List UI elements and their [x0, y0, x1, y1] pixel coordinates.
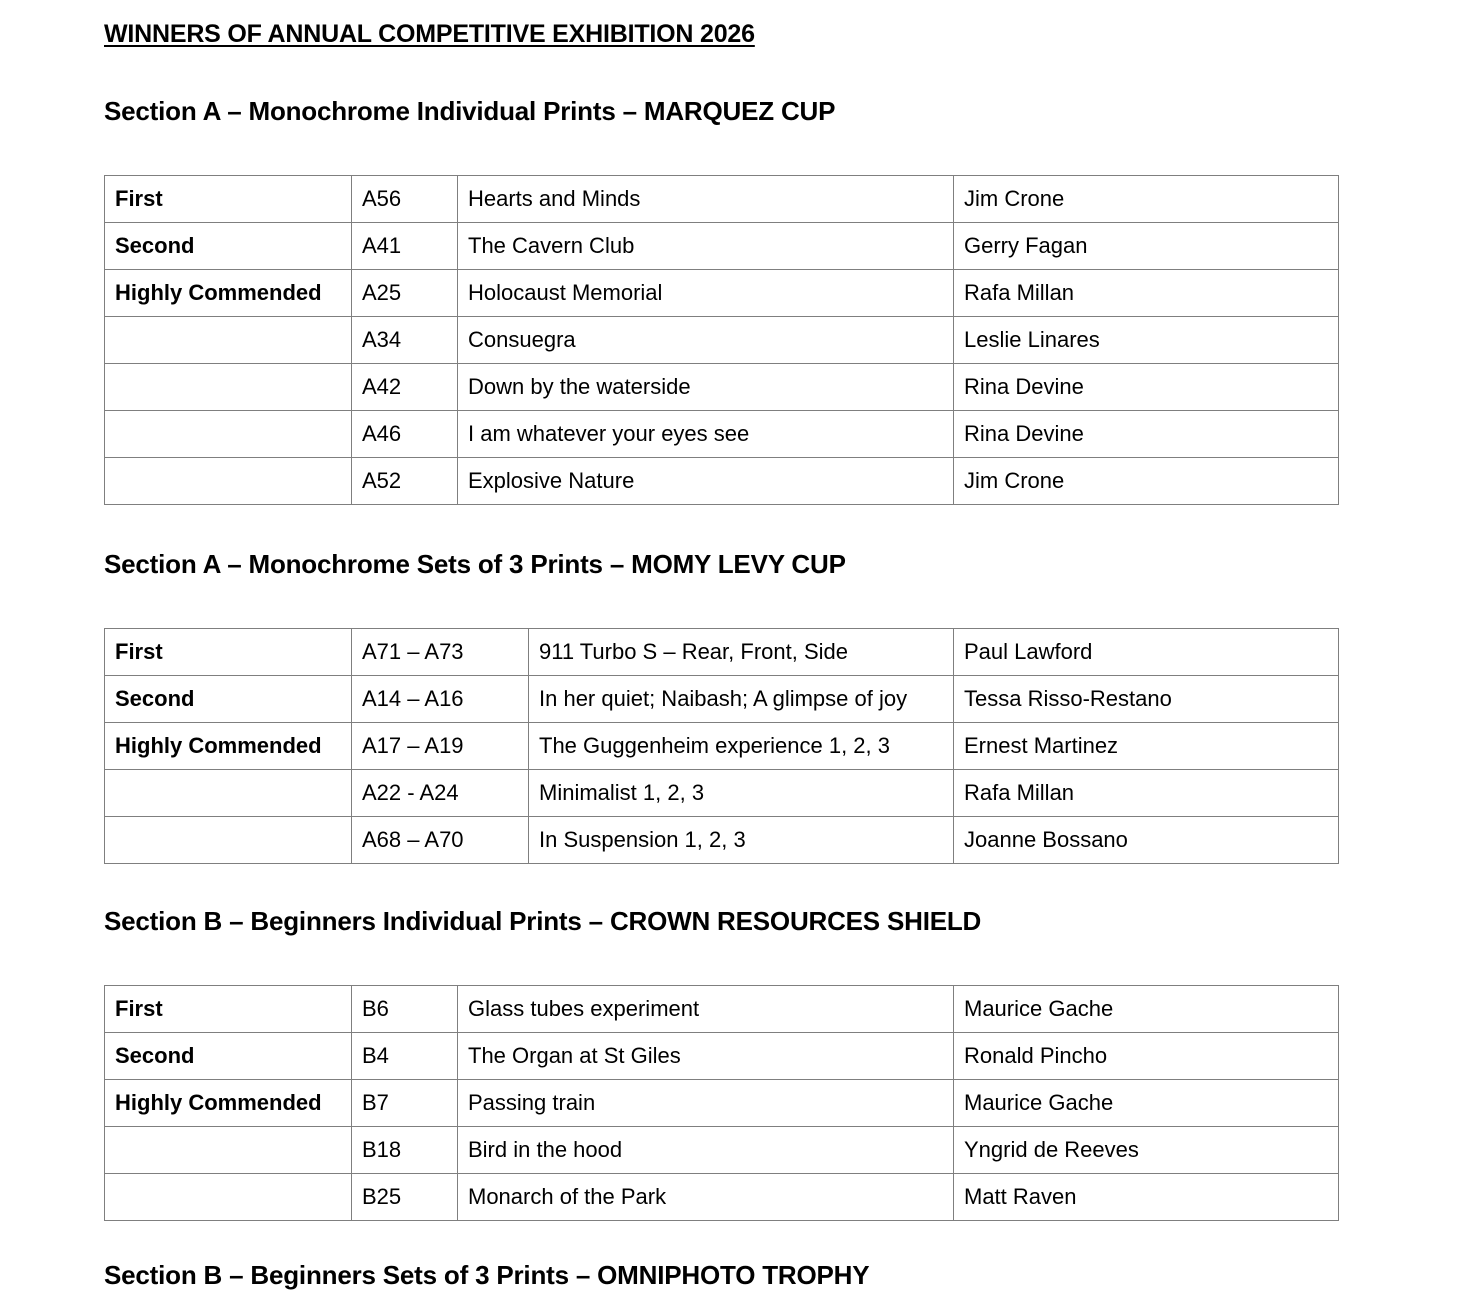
award-cell: Highly Commended — [105, 1080, 352, 1127]
author-cell: Rafa Millan — [954, 770, 1339, 817]
table-row — [105, 364, 1339, 411]
author-cell: Joanne Bossano — [954, 817, 1339, 864]
entry-title-cell: Monarch of the Park — [458, 1174, 954, 1221]
entry-title-cell: 911 Turbo S – Rear, Front, Side — [529, 629, 954, 676]
results-table — [104, 628, 1339, 864]
entry-number-cell: B18 — [352, 1127, 458, 1174]
table-row — [105, 1127, 1339, 1174]
entry-number-cell: A41 — [352, 223, 458, 270]
award-cell: Second — [105, 676, 352, 723]
entry-number-cell: A52 — [352, 458, 458, 505]
section-heading: Section B – Beginners Sets of 3 Prints – OMNIPHOTO TROPHY — [104, 1260, 870, 1290]
award-cell — [105, 317, 352, 364]
results-table — [104, 175, 1339, 505]
entry-number-cell: A46 — [352, 411, 458, 458]
entry-number-cell: A14 – A16 — [352, 676, 529, 723]
author-cell: Matt Raven — [954, 1174, 1339, 1221]
entry-title-cell: Down by the waterside — [458, 364, 954, 411]
entry-number-cell: B6 — [352, 986, 458, 1033]
author-cell: Maurice Gache — [954, 986, 1339, 1033]
entry-title-cell: Holocaust Memorial — [458, 270, 954, 317]
table-row — [105, 176, 1339, 223]
table-row — [105, 723, 1339, 770]
entry-title-cell: Explosive Nature — [458, 458, 954, 505]
author-cell: Jim Crone — [954, 458, 1339, 505]
author-cell: Jim Crone — [954, 176, 1339, 223]
entry-title-cell: I am whatever your eyes see — [458, 411, 954, 458]
entry-number-cell: B7 — [352, 1080, 458, 1127]
entry-title-cell: The Cavern Club — [458, 223, 954, 270]
author-cell: Rafa Millan — [954, 270, 1339, 317]
entry-number-cell: A71 – A73 — [352, 629, 529, 676]
award-cell: Second — [105, 223, 352, 270]
author-cell: Yngrid de Reeves — [954, 1127, 1339, 1174]
award-cell — [105, 817, 352, 864]
table-row — [105, 676, 1339, 723]
table-row — [105, 1174, 1339, 1221]
award-cell: First — [105, 986, 352, 1033]
table-row — [105, 458, 1339, 505]
table-row — [105, 270, 1339, 317]
award-cell: Highly Commended — [105, 723, 352, 770]
entry-title-cell: Minimalist 1, 2, 3 — [529, 770, 954, 817]
entry-title-cell: Glass tubes experiment — [458, 986, 954, 1033]
table-row — [105, 223, 1339, 270]
entry-title-cell: In her quiet; Naibash; A glimpse of joy — [529, 676, 954, 723]
author-cell: Rina Devine — [954, 411, 1339, 458]
results-table — [104, 985, 1339, 1221]
entry-title-cell: Consuegra — [458, 317, 954, 364]
section-heading: Section A – Monochrome Individual Prints – MARQUEZ CUP — [104, 96, 836, 126]
table-row — [105, 1033, 1339, 1080]
entry-title-cell: The Guggenheim experience 1, 2, 3 — [529, 723, 954, 770]
entry-number-cell: A56 — [352, 176, 458, 223]
entry-number-cell: B4 — [352, 1033, 458, 1080]
entry-number-cell: A25 — [352, 270, 458, 317]
table-row — [105, 770, 1339, 817]
entry-title-cell: In Suspension 1, 2, 3 — [529, 817, 954, 864]
author-cell: Ernest Martinez — [954, 723, 1339, 770]
table-row — [105, 1080, 1339, 1127]
author-cell: Rina Devine — [954, 364, 1339, 411]
entry-number-cell: B25 — [352, 1174, 458, 1221]
author-cell: Maurice Gache — [954, 1080, 1339, 1127]
section-heading: Section A – Monochrome Sets of 3 Prints – MOMY LEVY CUP — [104, 549, 846, 579]
entry-title-cell: Passing train — [458, 1080, 954, 1127]
author-cell: Tessa Risso-Restano — [954, 676, 1339, 723]
table-row — [105, 629, 1339, 676]
entry-title-cell: Bird in the hood — [458, 1127, 954, 1174]
author-cell: Gerry Fagan — [954, 223, 1339, 270]
award-cell: First — [105, 629, 352, 676]
award-cell: Highly Commended — [105, 270, 352, 317]
entry-number-cell: A22 - A24 — [352, 770, 529, 817]
award-cell: First — [105, 176, 352, 223]
entry-number-cell: A68 – A70 — [352, 817, 529, 864]
award-cell — [105, 1127, 352, 1174]
document-title: WINNERS OF ANNUAL COMPETITIVE EXHIBITION 2026 — [104, 20, 755, 48]
entry-title-cell: The Organ at St Giles — [458, 1033, 954, 1080]
table-row — [105, 817, 1339, 864]
table-row — [105, 986, 1339, 1033]
author-cell: Paul Lawford — [954, 629, 1339, 676]
award-cell — [105, 411, 352, 458]
award-cell — [105, 458, 352, 505]
entry-number-cell: A34 — [352, 317, 458, 364]
entry-number-cell: A42 — [352, 364, 458, 411]
entry-title-cell: Hearts and Minds — [458, 176, 954, 223]
award-cell — [105, 770, 352, 817]
award-cell — [105, 364, 352, 411]
award-cell: Second — [105, 1033, 352, 1080]
section-heading: Section B – Beginners Individual Prints – CROWN RESOURCES SHIELD — [104, 906, 982, 936]
author-cell: Leslie Linares — [954, 317, 1339, 364]
award-cell — [105, 1174, 352, 1221]
entry-number-cell: A17 – A19 — [352, 723, 529, 770]
table-row — [105, 411, 1339, 458]
author-cell: Ronald Pincho — [954, 1033, 1339, 1080]
table-row — [105, 317, 1339, 364]
